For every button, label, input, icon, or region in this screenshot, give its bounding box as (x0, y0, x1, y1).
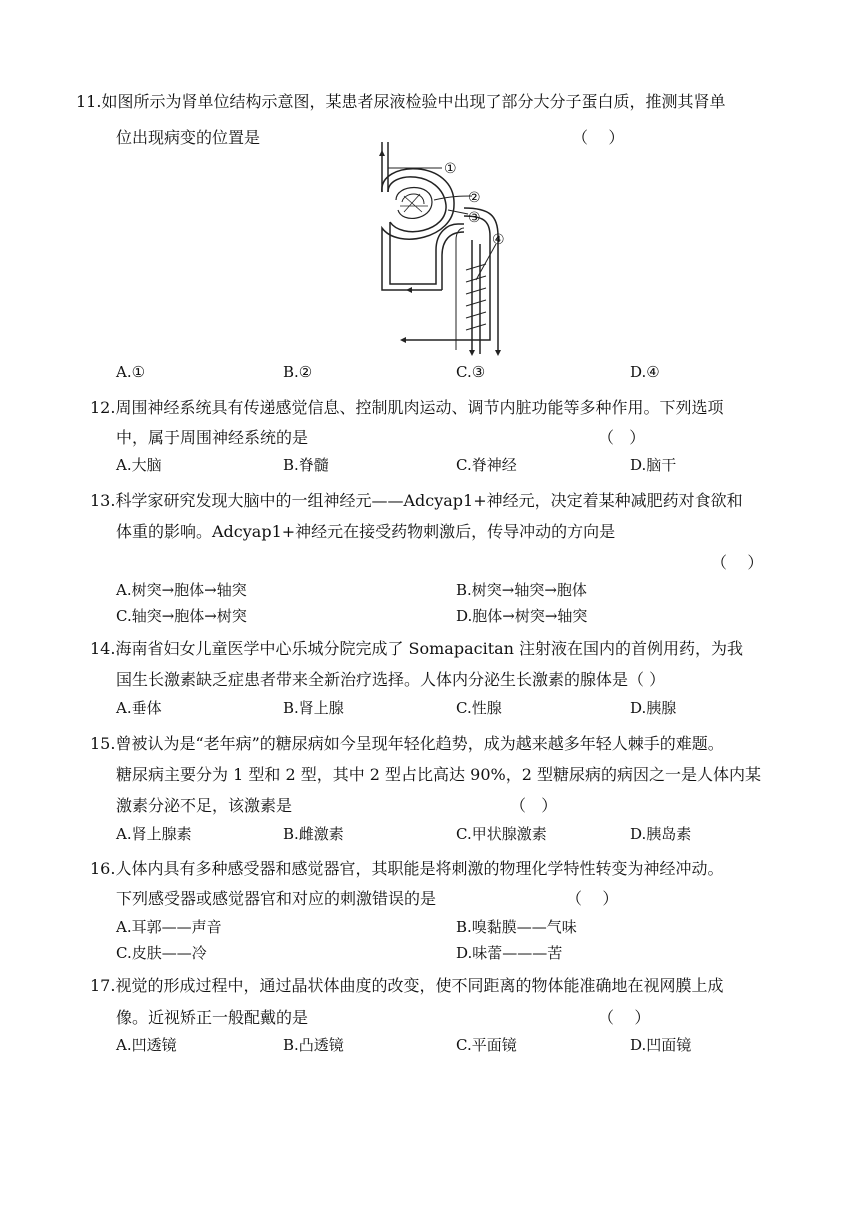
q13-answer-paren: （ ） (711, 553, 764, 572)
q17-option-c: C.平面镜 (456, 1036, 517, 1054)
q13-option-b: B.树突→轴突→胞体 (456, 581, 587, 599)
q13-option-c: C.轴突→胞体→树突 (116, 607, 247, 625)
q15-line-1: 15.曾被认为是“老年病”的糖尿病如今呈现年轻化趋势，成为越来越多年轻人棘手的难题。 (90, 734, 724, 753)
q13-option-d: D.胞体→树突→轴突 (456, 607, 588, 625)
q14-line-1: 14.海南省妇女儿童医学中心乐城分院完成了 Somapacitan 注射液在国内的首例用药，为我 (90, 639, 744, 658)
q12-line-2: 中，属于周围神经系统的是 (116, 428, 309, 447)
q11-option-b: B.② (283, 363, 313, 381)
label-4: ④ (492, 232, 505, 248)
q15-option-c: C.甲状腺激素 (456, 825, 547, 843)
q17-option-d: D.凹面镜 (630, 1036, 692, 1054)
label-3: ③ (468, 210, 481, 226)
label-2: ② (468, 190, 481, 206)
q13-line-2: 体重的影响。Adcyap1+神经元在接受药物刺激后，传导冲动的方向是 (116, 522, 616, 541)
q14-option-a: A.垂体 (116, 699, 162, 717)
q14-line-2: 国生长激素缺乏症患者带来全新治疗选择。人体内分泌生长激素的腺体是（ ） (116, 670, 666, 689)
q17-answer-paren: （ ） (598, 1008, 651, 1027)
q15-answer-paren: （ ） (510, 796, 558, 815)
q12-option-b: B.脊髓 (283, 456, 329, 474)
q15-line-3: 激素分泌不足，该激素是 (116, 796, 293, 815)
q14-option-c: C.性腺 (456, 699, 502, 717)
q11-option-a: A.① (116, 363, 146, 381)
q16-line-2: 下列感受器或感觉器官和对应的刺激错误的是 (116, 889, 437, 908)
q11-option-d: D.④ (630, 363, 660, 381)
q12-option-a: A.大脑 (116, 456, 162, 474)
q13-option-a: A.树突→胞体→轴突 (116, 581, 247, 599)
q12-line-1: 12.周围神经系统具有传递感觉信息、控制肌肉运动、调节内脏功能等多种作用。下列选项 (90, 398, 724, 417)
q15-option-a: A.肾上腺素 (116, 825, 192, 843)
q15-option-d: D.胰岛素 (630, 825, 692, 843)
nephron-diagram (372, 140, 522, 360)
q16-option-c: C.皮肤——冷 (116, 944, 207, 962)
label-1: ① (444, 161, 457, 177)
q16-line-1: 16.人体内具有多种感受器和感觉器官，其职能是将刺激的物理化学特性转变为神经冲动。 (90, 859, 724, 878)
q16-answer-paren: （ ） (566, 889, 619, 908)
q17-option-b: B.凸透镜 (283, 1036, 344, 1054)
q11-option-c: C.③ (456, 363, 486, 381)
q11-line-2: 位出现病变的位置是 (116, 128, 261, 147)
q14-option-d: D.胰腺 (630, 699, 677, 717)
q12-option-c: C.脊神经 (456, 456, 517, 474)
q11-answer-paren: （ ） (572, 128, 625, 147)
q14-option-b: B.肾上腺 (283, 699, 344, 717)
q17-line-2: 像。近视矫正一般配戴的是 (116, 1008, 309, 1027)
q13-line-1: 13.科学家研究发现大脑中的一组神经元——Adcyap1+神经元，决定着某种减肥药对食欲和 (90, 491, 743, 510)
q16-option-b: B.嗅黏膜——气味 (456, 918, 577, 936)
q16-option-a: A.耳郭——声音 (116, 918, 222, 936)
q17-line-1: 17.视觉的形成过程中，通过晶状体曲度的改变，使不同距离的物体能准确地在视网膜上成 (90, 976, 724, 995)
q11-line-1: 11.如图所示为肾单位结构示意图，某患者尿液检验中出现了部分大分子蛋白质，推测其肾单 (76, 92, 726, 111)
q17-option-a: A.凹透镜 (116, 1036, 177, 1054)
q16-option-d: D.味蕾———苦 (456, 944, 563, 962)
q15-line-2: 糖尿病主要分为 1 型和 2 型，其中 2 型占比高达 90%，2 型糖尿病的病因之一是人体内某 (116, 765, 761, 784)
q15-option-b: B.雌激素 (283, 825, 344, 843)
q12-option-d: D.脑干 (630, 456, 677, 474)
q12-answer-paren: （ ） (598, 428, 646, 447)
